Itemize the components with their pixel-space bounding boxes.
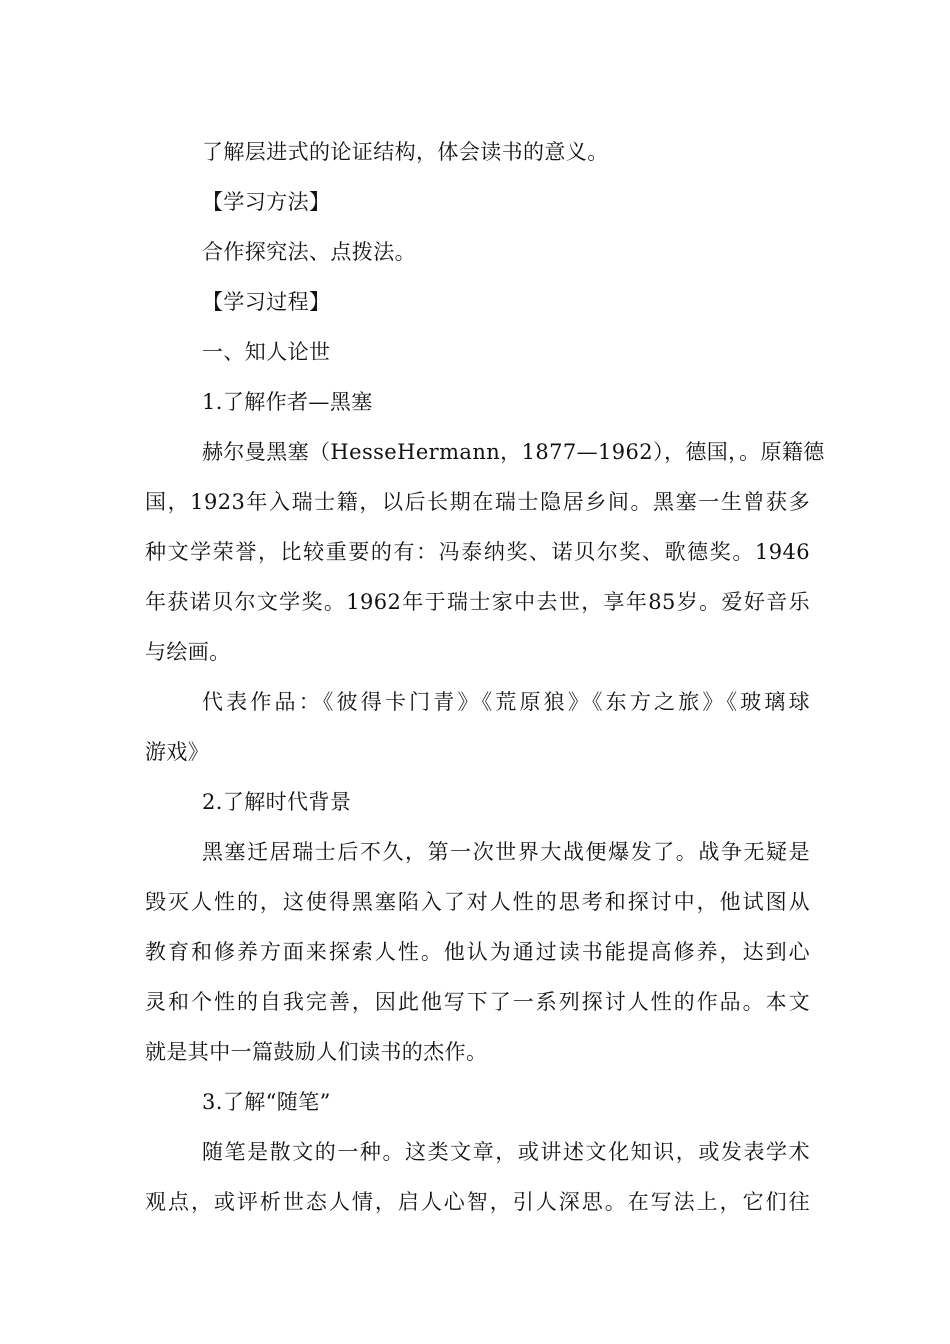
background-line: 灵和个性的自我完善，因此他写下了一系列探讨人性的作品。本文 bbox=[145, 990, 810, 1014]
section-heading-method: 【学习方法】 bbox=[202, 190, 331, 214]
subheading-author-era: 一、知人论世 bbox=[202, 340, 331, 364]
essay-line: 随笔是散文的一种。这类文章，或讲述文化知识，或发表学术 bbox=[202, 1140, 810, 1164]
works-line: 游戏》 bbox=[145, 740, 210, 764]
works-line: 代表作品：《彼得卡门青》《荒原狼》《东方之旅》《玻璃球 bbox=[202, 690, 810, 714]
section-heading-process: 【学习过程】 bbox=[202, 290, 331, 314]
essay-line: 观点，或评析世态人情，启人心智，引人深思。在写法上，它们往 bbox=[145, 1190, 810, 1214]
background-line: 就是其中一篇鼓励人们读书的杰作。 bbox=[145, 1040, 488, 1064]
author-bio-line: 年获诺贝尔文学奖。1962年于瑞士家中去世，享年85岁。爱好音乐 bbox=[145, 590, 810, 614]
author-bio-line: 种文学荣誉，比较重要的有：冯泰纳奖、诺贝尔奖、歌德奖。1946 bbox=[145, 540, 810, 564]
background-line: 毁灭人性的，这使得黑塞陷入了对人性的思考和探讨中，他试图从 bbox=[145, 890, 810, 914]
objective-text: 了解层进式的论证结构，体会读书的意义。 bbox=[202, 140, 609, 164]
background-line: 黑塞迁居瑞士后不久，第一次世界大战便爆发了。战争无疑是 bbox=[202, 840, 810, 864]
item-heading-author: 1.了解作者—黑塞 bbox=[202, 390, 373, 414]
author-bio-line: 赫尔曼黑塞（HesseHermann，1877—1962），德国，。原籍德 bbox=[202, 440, 825, 464]
method-text: 合作探究法、点拨法。 bbox=[202, 240, 416, 264]
item-heading-background: 2.了解时代背景 bbox=[202, 790, 352, 814]
author-bio-line: 与绘画。 bbox=[145, 640, 231, 664]
background-line: 教育和修养方面来探索人性。他认为通过读书能提高修养，达到心 bbox=[145, 940, 810, 964]
author-bio-line: 国，1923年入瑞士籍，以后长期在瑞士隐居乡间。黑塞一生曾获多 bbox=[145, 490, 810, 514]
item-heading-essay: 3.了解“随笔” bbox=[202, 1090, 331, 1114]
